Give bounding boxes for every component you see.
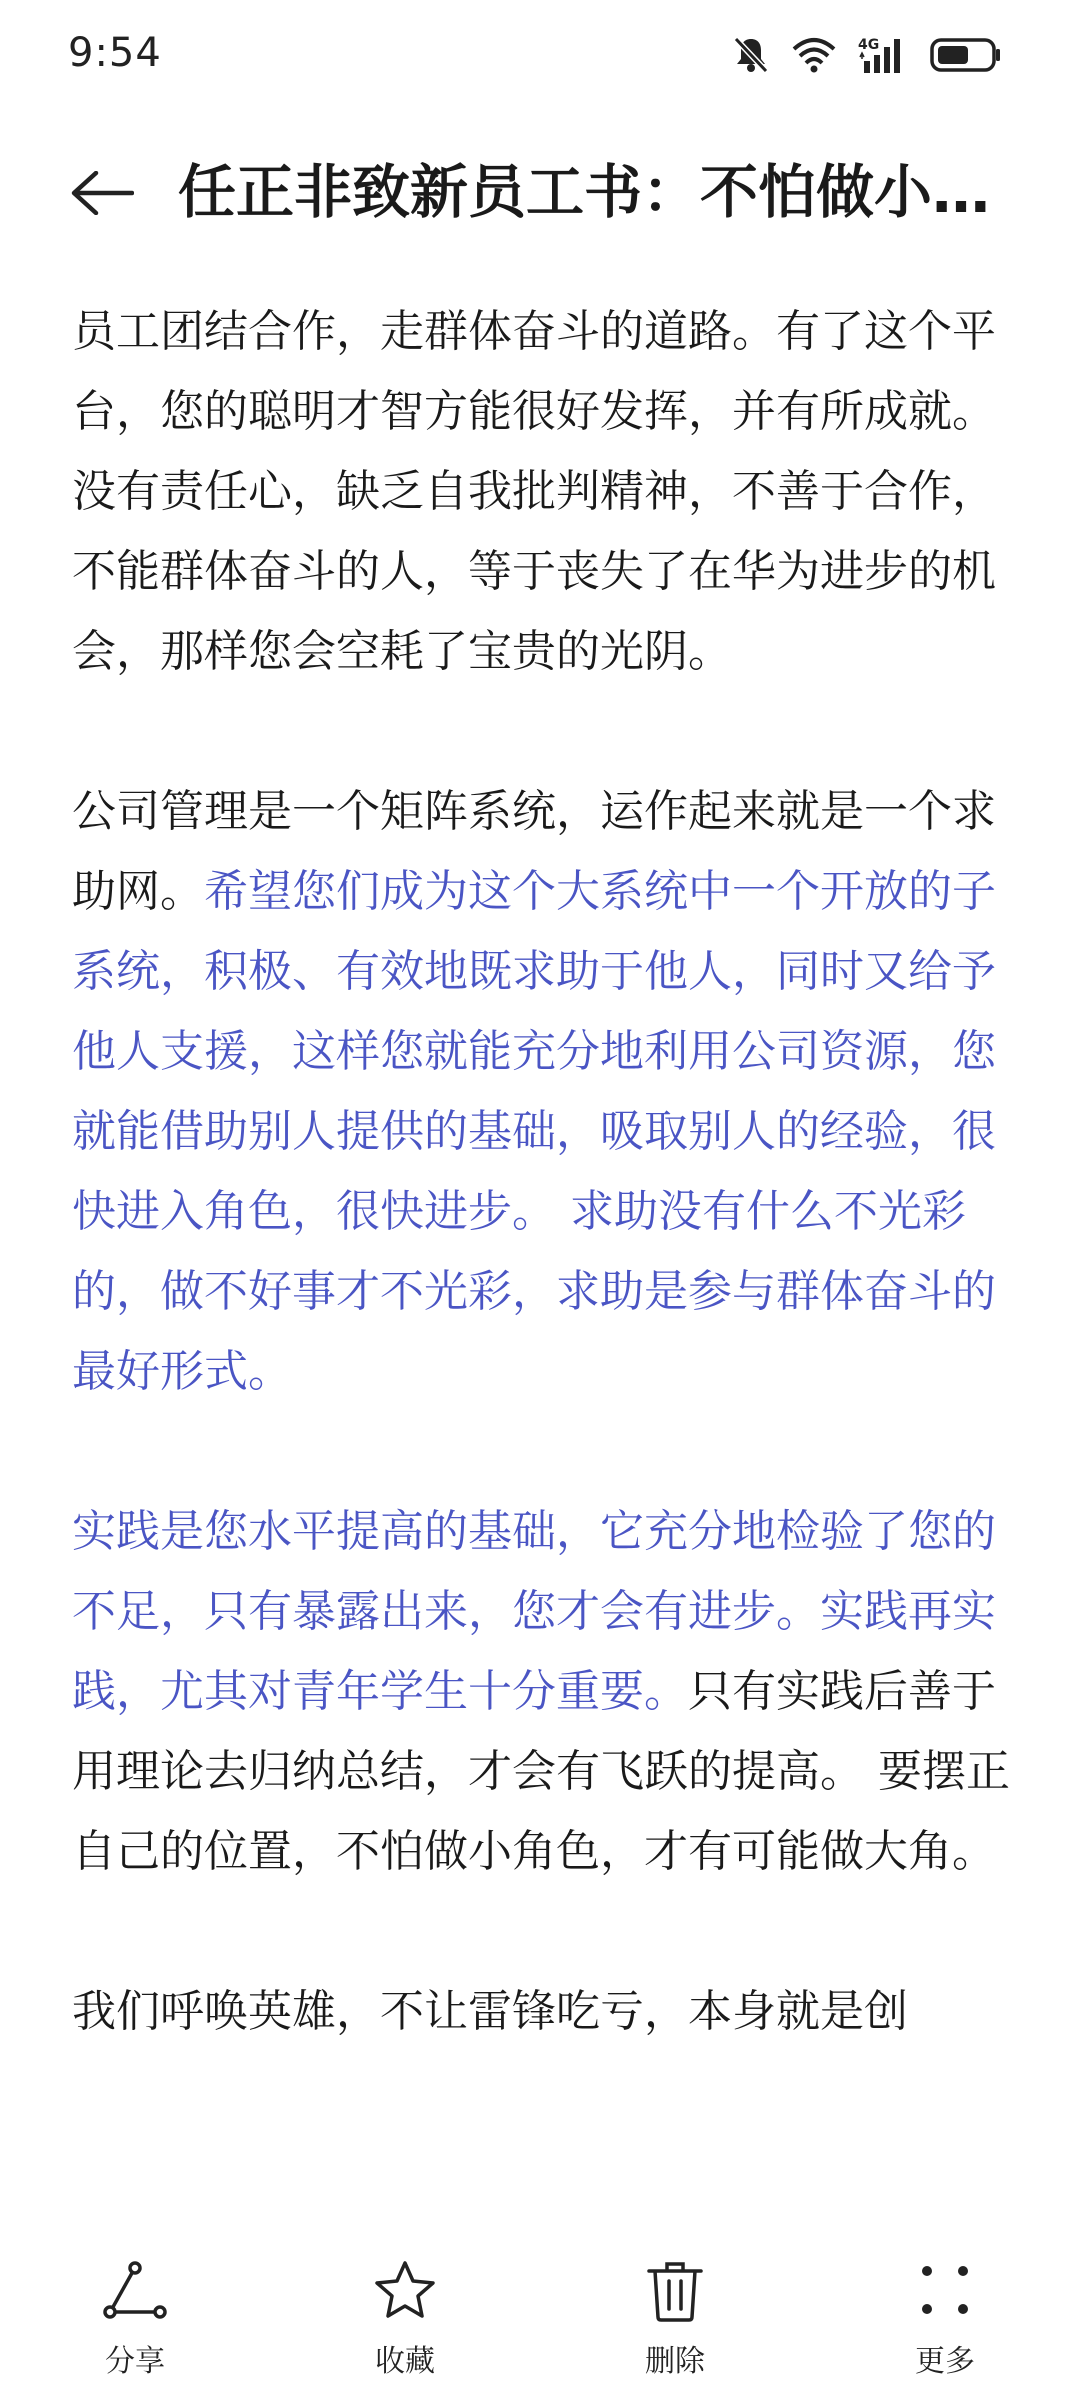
paragraph-text: 公司管理是一个矩阵系统，运作起来就是一个求助网。 bbox=[72, 786, 996, 917]
share-label: 分享 bbox=[105, 2344, 165, 2379]
favorite-button[interactable] bbox=[270, 2228, 540, 2403]
status-time: 9:54 bbox=[68, 30, 162, 76]
more-button[interactable] bbox=[810, 2228, 1080, 2403]
mute-bell-icon bbox=[732, 35, 770, 75]
paragraph-text: 我们呼唤英雄，不让雷锋吃亏，本身就是创 bbox=[72, 1986, 908, 2037]
back-arrow-icon bbox=[70, 171, 134, 219]
wifi-icon bbox=[792, 37, 836, 73]
page-title: 任正非致新员工书：不怕做小… bbox=[178, 158, 991, 226]
article-paragraph bbox=[72, 772, 1012, 1412]
svg-text:4G: 4G bbox=[858, 37, 880, 53]
delete-label: 删除 bbox=[645, 2344, 705, 2379]
delete-button[interactable] bbox=[540, 2228, 810, 2403]
more-dots-icon bbox=[910, 2256, 980, 2326]
bottom-toolbar bbox=[0, 2228, 1080, 2403]
article-body bbox=[72, 292, 1012, 2217]
trash-icon bbox=[640, 2256, 710, 2326]
star-icon bbox=[370, 2256, 440, 2326]
more-label: 更多 bbox=[915, 2344, 975, 2379]
share-button[interactable] bbox=[0, 2228, 270, 2403]
back-button[interactable] bbox=[62, 160, 142, 230]
paragraph-text: 只有实践后善于用理论去归纳总结，才会有飞跃的提高。 要摆正自己的位置，不怕做小角色，才有可能做大角。 bbox=[72, 1666, 1010, 1877]
status-icons bbox=[732, 30, 1002, 80]
article-paragraph bbox=[72, 1492, 1012, 1892]
title-bar bbox=[0, 140, 1080, 250]
article-paragraph bbox=[72, 292, 1012, 692]
status-bar bbox=[0, 0, 1080, 110]
share-icon bbox=[100, 2256, 170, 2326]
highlighted-text[interactable]: 实践是您水平提高的基础，它充分地检验了您的不足，只有暴露出来，您才会有进步。实践再实践，尤其对青年学生十分重要。 bbox=[72, 1506, 996, 1717]
battery-icon bbox=[930, 37, 1002, 73]
highlighted-text[interactable]: 希望您们成为这个大系统中一个开放的子系统，积极、有效地既求助于他人，同时又给予他人支援，这样您就能充分地利用公司资源，您就能借助别人提供的基础，吸取别人的经验，很快进入角色，很快进步。 求助没有什么不光彩的，做不好事才不光彩，求助是参与群体奋斗的最好形式。 bbox=[72, 866, 996, 1397]
signal-icon bbox=[858, 35, 908, 75]
favorite-label: 收藏 bbox=[375, 2344, 435, 2379]
article-paragraph bbox=[72, 1972, 1012, 2052]
paragraph-text: 员工团结合作，走群体奋斗的道路。有了这个平台，您的聪明才智方能很好发挥，并有所成就。没有责任心，缺乏自我批判精神，不善于合作，不能群体奋斗的人，等于丧失了在华为进步的机会，那样您会空耗了宝贵的光阴。 bbox=[72, 306, 996, 677]
